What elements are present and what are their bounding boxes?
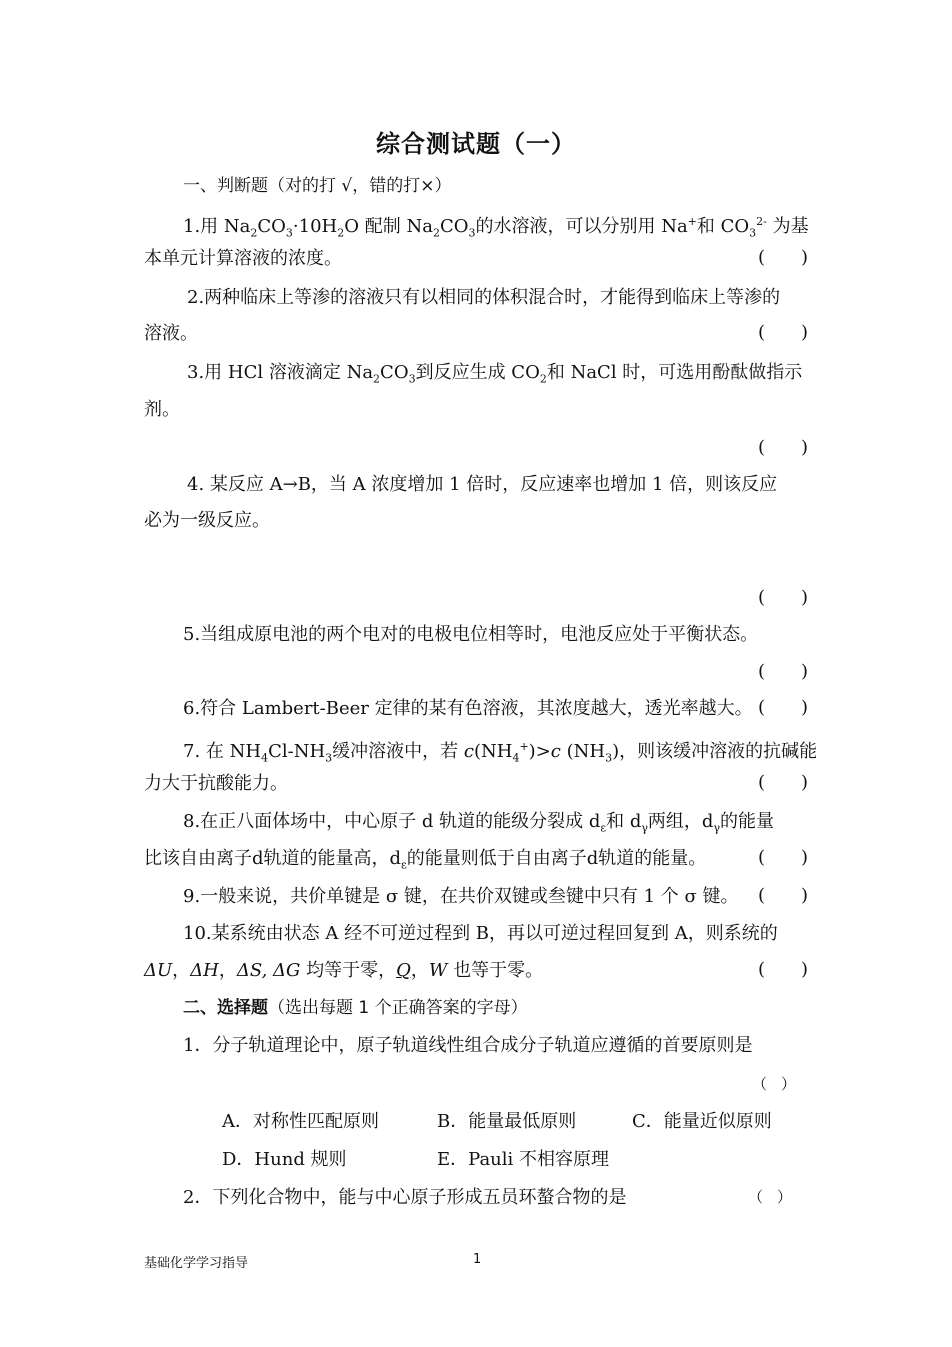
q9-answer-blank[interactable]: ( ) (758, 885, 808, 906)
q2-answer-blank[interactable]: ( ) (758, 322, 808, 343)
q2-line2: 溶液。 (144, 323, 198, 344)
q5-line1: 5.当组成原电池的两个电对的电极电位相等时，电池反应处于平衡状态。 (183, 624, 759, 645)
q8-line2: 比该自由离子d轨道的能量高，$d_\varepsilon$的能量则低于自由离子d轨道的能量。 (144, 848, 707, 872)
q7-line1: 7. 在 $NH_4Cl-NH_3$缓冲溶液中，若 $c(NH_4^+)>c$ $(NH_3)$，则该缓冲溶液的抗碱能 (183, 740, 818, 765)
page-number: 1 (473, 1252, 482, 1267)
mc1-option-e[interactable]: E．Pauli 不相容原理 (437, 1149, 610, 1170)
mc1-option-b[interactable]: B．能量最低原则 (437, 1111, 577, 1132)
q10-answer-blank[interactable]: ( ) (758, 959, 808, 980)
q1-answer-blank[interactable]: ( ) (758, 247, 808, 268)
section1-heading: 一、判断题（对的打 √，错的打×） (183, 176, 452, 196)
q1-line2: 本单元计算溶液的浓度。 (144, 248, 342, 269)
q8-answer-blank[interactable]: ( ) (758, 847, 808, 868)
mc1-option-a[interactable]: A．对称性匹配原则 (222, 1111, 379, 1132)
mc1-option-c[interactable]: C．能量近似原则 (632, 1111, 772, 1132)
page-title: 综合测试题（一） (376, 130, 576, 158)
q10-line2: ΔU，ΔH，ΔS, ΔG 均等于零，Q，W 也等于零。 (144, 960, 544, 981)
q2-line1: 2.两种临床上等渗的溶液只有以相同的体积混合时，才能得到临床上等渗的 (187, 287, 781, 308)
section2-heading: 二、选择题（选出每题 1 个正确答案的字母） (183, 998, 528, 1018)
q5-answer-blank[interactable]: ( ) (758, 661, 808, 682)
mc1-answer-blank[interactable]: （ ） (752, 1075, 796, 1093)
footer-book-title: 基础化学学习指导 (144, 1256, 249, 1271)
q4-answer-blank[interactable]: ( ) (758, 587, 808, 608)
q6-answer-blank[interactable]: ( ) (758, 697, 808, 718)
q3-line2: 剂。 (144, 399, 180, 420)
mc2-answer-blank[interactable]: （ ） (748, 1188, 792, 1206)
q4-line2: 必为一级反应。 (144, 510, 270, 531)
q3-line1: 3.用 HCl 溶液滴定 $Na_2CO_3$到反应生成 $CO_2$和 NaCl 时，可选用酚酞做指示 (187, 362, 803, 386)
q9-line1: 9.一般来说，共价单键是 σ 键，在共价双键或叁键中只有 1 个 σ 键。 (183, 886, 739, 907)
q10-line1: 10.某系统由状态 A 经不可逆过程到 B，再以可逆过程回复到 A，则系统的 (183, 923, 778, 944)
q7-answer-blank[interactable]: ( ) (758, 772, 808, 793)
q4-line1: 4. 某反应 A→B，当 A 浓度增加 1 倍时，反应速率也增加 1 倍，则该反应 (187, 474, 778, 495)
mc1-option-d[interactable]: D．Hund 规则 (222, 1149, 347, 1170)
q8-line1: 8.在正八面体场中，中心原子 d 轨道的能级分裂成 $d_\varepsilon$和 $d_\gamma$两组，$d_\gamma$的能量 (183, 811, 775, 835)
mc2-stem: 2．下列化合物中，能与中心原子形成五员环螯合物的是 (183, 1187, 627, 1208)
q3-answer-blank[interactable]: ( ) (758, 437, 808, 458)
q1-line1: 1.用 $Na_2CO_3\cdot 10H_2O$ 配制 $Na_2CO_3$的水溶液，可以分别用 Na+和 $CO_3^{2-}$ 为基 (183, 215, 809, 240)
q6-line1: 6.符合 Lambert-Beer 定律的某有色溶液，其浓度越大，透光率越大。 (183, 698, 753, 719)
mc1-stem: 1．分子轨道理论中，原子轨道线性组合成分子轨道应遵循的首要原则是 (183, 1035, 753, 1056)
q7-line2: 力大于抗酸能力。 (144, 773, 288, 794)
